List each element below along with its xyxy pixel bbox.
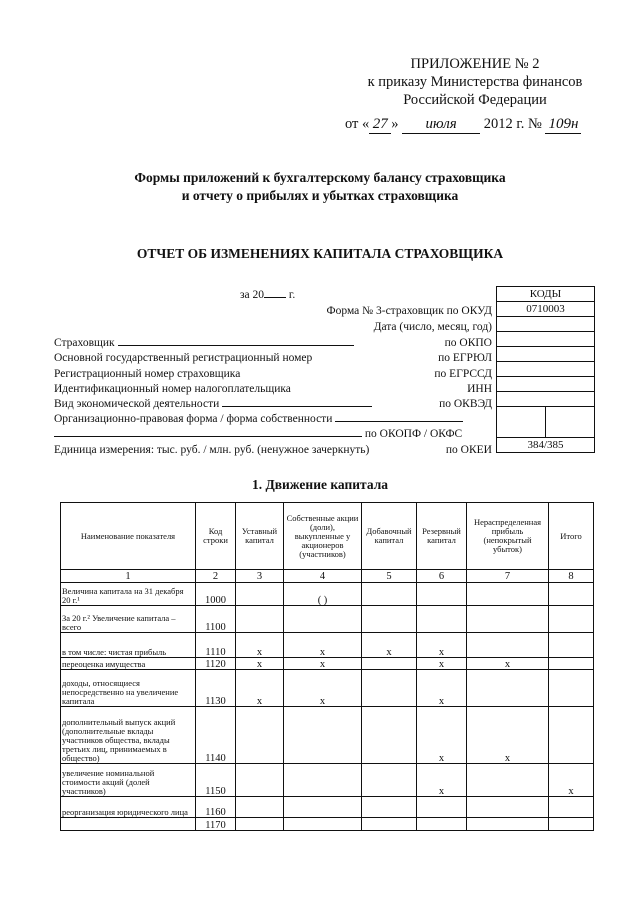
table-row bbox=[61, 670, 594, 707]
value-cell[interactable]: x bbox=[417, 658, 467, 670]
period-line bbox=[240, 289, 295, 301]
codes-header: КОДЫ bbox=[497, 287, 595, 302]
codes-table bbox=[496, 286, 595, 453]
col-header-total: Итого bbox=[549, 503, 594, 570]
form-row-legal-form bbox=[54, 413, 463, 425]
value-cell[interactable]: x bbox=[467, 658, 549, 670]
value-cell[interactable] bbox=[362, 797, 417, 818]
order-number: 109н bbox=[545, 116, 581, 134]
value-cell[interactable] bbox=[284, 764, 362, 797]
value-cell[interactable]: x bbox=[284, 670, 362, 707]
col-header-reserve-capital: Резервный капитал bbox=[417, 503, 467, 570]
okopf-blank[interactable] bbox=[54, 436, 362, 437]
value-cell[interactable] bbox=[236, 797, 284, 818]
row-code: 1100 bbox=[196, 606, 236, 633]
row-code: 1170 bbox=[196, 818, 236, 831]
value-cell[interactable]: x bbox=[467, 707, 549, 764]
value-cell[interactable] bbox=[549, 606, 594, 633]
value-cell[interactable] bbox=[362, 606, 417, 633]
value-cell[interactable] bbox=[549, 658, 594, 670]
value-cell[interactable] bbox=[236, 764, 284, 797]
form-row-okopf bbox=[54, 428, 462, 440]
inn-code-cell[interactable] bbox=[497, 377, 595, 392]
okud-label: Форма № 3-страховщик по ОКУД bbox=[326, 305, 492, 317]
insurer-label: Страховщик bbox=[54, 337, 115, 349]
insurer-reg-label: Регистрационный номер страховщика bbox=[54, 368, 241, 380]
col-header-charter-capital: Уставный капитал bbox=[236, 503, 284, 570]
value-cell[interactable]: x bbox=[417, 707, 467, 764]
row-code: 1140 bbox=[196, 707, 236, 764]
row-label: переоценка имущества bbox=[61, 658, 196, 670]
form-row-activity bbox=[54, 398, 372, 410]
section-title: 1. Движение капитала bbox=[251, 477, 389, 492]
okopf-okfs-code-cell[interactable] bbox=[497, 407, 595, 438]
value-cell[interactable]: x bbox=[417, 633, 467, 658]
value-cell[interactable] bbox=[362, 658, 417, 670]
date-month-sep: » bbox=[391, 116, 399, 132]
value-cell[interactable] bbox=[284, 818, 362, 831]
row-code: 1160 bbox=[196, 797, 236, 818]
value-cell[interactable]: x bbox=[417, 670, 467, 707]
value-cell[interactable]: x bbox=[362, 633, 417, 658]
okopf-label: по ОКОПФ / ОКФС bbox=[364, 428, 463, 440]
value-cell[interactable] bbox=[236, 583, 284, 606]
period-prefix: за 20 bbox=[240, 289, 265, 301]
value-cell[interactable] bbox=[549, 818, 594, 831]
value-cell[interactable] bbox=[417, 818, 467, 831]
header-row bbox=[61, 503, 594, 570]
capital-movement-table bbox=[60, 502, 594, 831]
period-suffix: г. bbox=[288, 289, 296, 301]
value-cell[interactable] bbox=[362, 707, 417, 764]
col-number: 4 bbox=[284, 570, 362, 583]
value-cell[interactable] bbox=[417, 797, 467, 818]
legal-form-label: Организационно-правовая форма / форма собственности bbox=[54, 413, 333, 425]
heading-line-2: и отчету о прибылях и убытках страховщика bbox=[181, 188, 459, 203]
value-cell[interactable] bbox=[549, 707, 594, 764]
egrul-label: по ЕГРЮЛ bbox=[438, 352, 492, 364]
value-cell[interactable] bbox=[467, 583, 549, 606]
col-header-additional-capital: Добавочный капитал bbox=[362, 503, 417, 570]
row-label: За 20 г.² Увеличение капитала – всего bbox=[61, 606, 196, 633]
col-header-indicator: Наименование показателя bbox=[61, 503, 196, 570]
value-cell[interactable] bbox=[549, 797, 594, 818]
value-cell[interactable] bbox=[467, 764, 549, 797]
value-cell[interactable]: x bbox=[417, 764, 467, 797]
row-label: дополнительный выпуск акций (дополнительные вклады участников общества, вклады третьих лиц, принимаемых в общество) bbox=[61, 707, 196, 764]
okei-label: по ОКЕИ bbox=[445, 444, 492, 456]
okei-value: 384/385 bbox=[497, 438, 595, 453]
value-cell[interactable] bbox=[284, 606, 362, 633]
col-number: 3 bbox=[236, 570, 284, 583]
date-code-cell[interactable] bbox=[497, 317, 595, 332]
value-cell[interactable] bbox=[284, 797, 362, 818]
egrssd-code-cell[interactable] bbox=[497, 362, 595, 377]
value-cell[interactable]: x bbox=[236, 658, 284, 670]
value-cell[interactable]: x bbox=[236, 633, 284, 658]
table-row bbox=[61, 818, 594, 831]
col-header-code: Код строки bbox=[196, 503, 236, 570]
value-cell[interactable] bbox=[362, 818, 417, 831]
date-label: Дата (число, месяц, год) bbox=[373, 321, 492, 333]
col-number: 1 bbox=[61, 570, 196, 583]
row-label: реорганизация юридического лица bbox=[61, 797, 196, 818]
okpo-label: по ОКПО bbox=[444, 337, 492, 349]
value-cell[interactable]: ( ) bbox=[284, 583, 362, 606]
value-cell[interactable] bbox=[236, 606, 284, 633]
okved-label: по ОКВЭД bbox=[439, 398, 492, 410]
column-number-row bbox=[61, 570, 594, 583]
row-label: увеличение номинальной стоимости акций (долей участников) bbox=[61, 764, 196, 797]
value-cell[interactable] bbox=[467, 797, 549, 818]
egrssd-label: по ЕГРССД bbox=[434, 368, 492, 380]
value-cell[interactable] bbox=[362, 583, 417, 606]
inn-label: ИНН bbox=[467, 383, 492, 395]
activity-blank[interactable] bbox=[222, 406, 372, 407]
appendix-order-line: к приказу Министерства финансов bbox=[367, 74, 583, 90]
legal-form-blank[interactable] bbox=[335, 421, 463, 422]
table-row bbox=[61, 633, 594, 658]
row-code: 1120 bbox=[196, 658, 236, 670]
value-cell[interactable] bbox=[467, 633, 549, 658]
value-cell[interactable] bbox=[467, 606, 549, 633]
col-number: 8 bbox=[549, 570, 594, 583]
value-cell[interactable]: x bbox=[284, 658, 362, 670]
row-code: 1150 bbox=[196, 764, 236, 797]
value-cell[interactable] bbox=[362, 670, 417, 707]
value-cell[interactable]: x bbox=[549, 764, 594, 797]
col-number: 6 bbox=[417, 570, 467, 583]
row-code: 1000 bbox=[196, 583, 236, 606]
table-row bbox=[61, 658, 594, 670]
col-header-own-shares: Собственные акции (доли), выкупленные у акционеров (участников) bbox=[284, 503, 362, 570]
value-cell[interactable]: x bbox=[284, 633, 362, 658]
value-cell[interactable] bbox=[284, 707, 362, 764]
value-cell[interactable] bbox=[467, 818, 549, 831]
date-prefix: от « bbox=[345, 116, 370, 132]
okved-code-cell[interactable] bbox=[497, 392, 595, 407]
value-cell[interactable] bbox=[417, 606, 467, 633]
col-number: 7 bbox=[467, 570, 549, 583]
activity-label: Вид экономической деятельности bbox=[54, 398, 220, 410]
value-cell[interactable] bbox=[549, 670, 594, 707]
value-cell[interactable]: x bbox=[236, 670, 284, 707]
value-cell[interactable] bbox=[549, 583, 594, 606]
date-year: 2012 г. № bbox=[483, 116, 542, 132]
appendix-date-line bbox=[345, 116, 581, 134]
date-month: июля bbox=[402, 116, 480, 134]
appendix-ministry-line: Российской Федерации bbox=[403, 92, 547, 108]
report-title: ОТЧЕТ ОБ ИЗМЕНЕНИЯХ КАПИТАЛА СТРАХОВЩИКА bbox=[136, 246, 504, 261]
row-code: 1130 bbox=[196, 670, 236, 707]
row-code: 1110 bbox=[196, 633, 236, 658]
ogrn-label: Основной государственный регистрационный номер bbox=[54, 352, 313, 364]
row-label bbox=[61, 818, 196, 831]
table-row bbox=[61, 707, 594, 764]
okud-value: 0710003 bbox=[497, 302, 595, 317]
row-label: в том числе: чистая прибыль bbox=[61, 633, 196, 658]
table-row bbox=[61, 797, 594, 818]
value-cell[interactable] bbox=[417, 583, 467, 606]
value-cell[interactable] bbox=[549, 633, 594, 658]
value-cell[interactable] bbox=[467, 670, 549, 707]
col-header-retained-earnings: Нераспределенная прибыль (непокрытый убыток) bbox=[467, 503, 549, 570]
date-day: 27 bbox=[369, 116, 391, 134]
period-year-blank[interactable] bbox=[264, 297, 286, 298]
unit-label: Единица измерения: тыс. руб. / млн. руб. (ненужное зачеркнуть) bbox=[54, 444, 370, 456]
table-row bbox=[61, 764, 594, 797]
okpo-code-cell[interactable] bbox=[497, 332, 595, 347]
table-row bbox=[61, 583, 594, 606]
insurer-blank[interactable] bbox=[118, 345, 354, 346]
value-cell[interactable] bbox=[236, 818, 284, 831]
value-cell[interactable] bbox=[236, 707, 284, 764]
taxpayer-id-label: Идентификационный номер налогоплательщика bbox=[54, 383, 291, 395]
col-number: 5 bbox=[362, 570, 417, 583]
row-label: Величина капитала на 31 декабря 20 г.¹ bbox=[61, 583, 196, 606]
heading-line-1: Формы приложений к бухгалтерскому балансу страховщика bbox=[134, 170, 506, 185]
row-label: доходы, относящиеся непосредственно на увеличение капитала bbox=[61, 670, 196, 707]
col-number: 2 bbox=[196, 570, 236, 583]
table-row bbox=[61, 606, 594, 633]
egrul-code-cell[interactable] bbox=[497, 347, 595, 362]
appendix-title: ПРИЛОЖЕНИЕ № 2 bbox=[410, 56, 540, 72]
value-cell[interactable] bbox=[362, 764, 417, 797]
form-row-insurer bbox=[54, 337, 354, 349]
